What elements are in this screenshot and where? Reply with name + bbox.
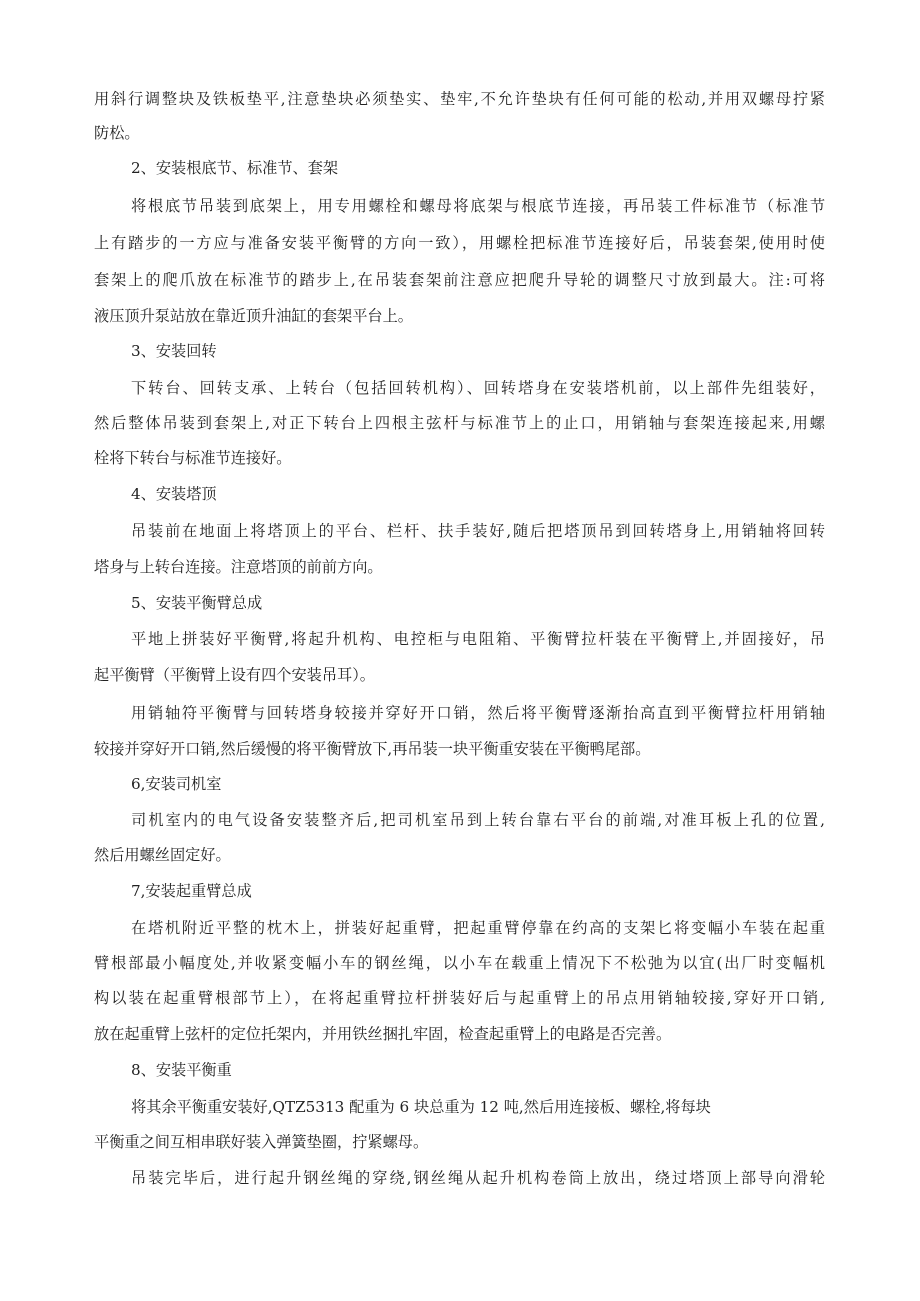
section-heading: 5、安装平衡臂总成 (131, 594, 263, 612)
text-line: 栓将下转台与标准节连接好。 (94, 449, 292, 467)
text-line: 上有踏步的一方应与准备安装平衡臂的方向一致），用螺栓把标准节连接好后，吊装套架,使用时使 (94, 234, 825, 252)
text-line: 套架上的爬爪放在标准节的踏步上,在吊装套架前注意应把爬升导轮的调整尺寸放到最大。注:可将 (94, 271, 825, 289)
text-line: 塔身与上转台连接。注意塔顶的前前方向。 (94, 558, 383, 576)
section-heading: 2、安装根底节、标准节、套架 (131, 159, 339, 177)
text-line: 然后用螺丝固定好。 (94, 846, 231, 864)
text-line: 下转台、回转支承、上转台（包括回转机构）、回转塔身在安装塔机前，以上部件先组装好， (131, 379, 825, 397)
section-heading: 4、安装塔顶 (131, 485, 217, 503)
text-line: 用斜行调整块及铁板垫平,注意垫块必须垫实、垫牢,不允许垫块有任何可能的松动,并用双螺母拧紧 (94, 90, 825, 108)
text-line: 将根底节吊装到底架上，用专用螺栓和螺母将底架与根底节连接，再吊装工件标准节（标准节 (131, 197, 825, 215)
text-line: 平地上拼装好平衡臂,将起升机构、电控柜与电阻箱、平衡臂拉杆装在平衡臂上,并固接好，吊 (131, 630, 825, 648)
text-line: 臂根部最小幅度处,并收紧变幅小车的钢丝绳，以小车在载重上情况下不松弛为以宜(出厂时变幅机 (94, 954, 825, 972)
text-line: 然后整体吊装到套架上,对正下转台上四根主弦杆与标准节上的止口，用销轴与套架连接起来,用螺 (94, 414, 825, 432)
text-line: 吊装前在地面上将塔顶上的平台、栏杆、扶手装好,随后把塔顶吊到回转塔身上,用销轴将回转 (131, 522, 825, 540)
text-line: 起平衡臂（平衡臂上设有四个安装吊耳）。 (94, 666, 375, 684)
text-line: 司机室内的电气设备安装整齐后,把司机室吊到上转台靠右平台的前端,对准耳板上孔的位置, (131, 811, 825, 829)
text-line: 用销轴符平衡臂与回转塔身较接并穿好开口销，然后将平衡臂逐渐抬高直到平衡臂拉杆用销轴 (131, 704, 825, 722)
section-heading: 8、安装平衡重 (131, 1061, 232, 1079)
section-heading: 6,安装司机室 (131, 775, 222, 793)
section-heading: 3、安装回转 (131, 342, 217, 360)
text-line: 吊装完毕后，进行起升钢丝绳的穿绕,钢丝绳从起升机构卷筒上放出，绕过塔顶上部导向滑轮 (131, 1169, 825, 1187)
text-line: 较接并穿好开口销,然后缓慢的将平衡臂放下,再吊装一块平衡重安装在平衡鸭尾部。 (94, 740, 651, 758)
text-line: 在塔机附近平整的枕木上，拼装好起重臂，把起重臂停靠在约高的支架匕将变幅小车装在起重 (131, 919, 825, 937)
text-line: 液压顶升泵站放在靠近顶升油缸的套架平台上。 (94, 307, 413, 325)
text-line: 将其余平衡重安装好,QTZ5313 配重为 6 块总重为 12 吨,然后用连接板、螺栓,将每块 (131, 1098, 711, 1116)
text-line: 平衡重之间互相串联好装入弹簧垫圈，拧紧螺母。 (94, 1133, 429, 1151)
text-line: 构以装在起重臂根部节上），在将起重臂拉杆拼装好后与起重臂上的吊点用销轴较接,穿好开口销, (94, 989, 825, 1007)
text-line: 放在起重臂上弦杆的定位托架内，并用铁丝捆扎牢固，检查起重臂上的电路是否完善。 (94, 1025, 672, 1043)
text-line: 防松。 (94, 124, 140, 142)
section-heading: 7,安装起重臂总成 (131, 882, 252, 900)
